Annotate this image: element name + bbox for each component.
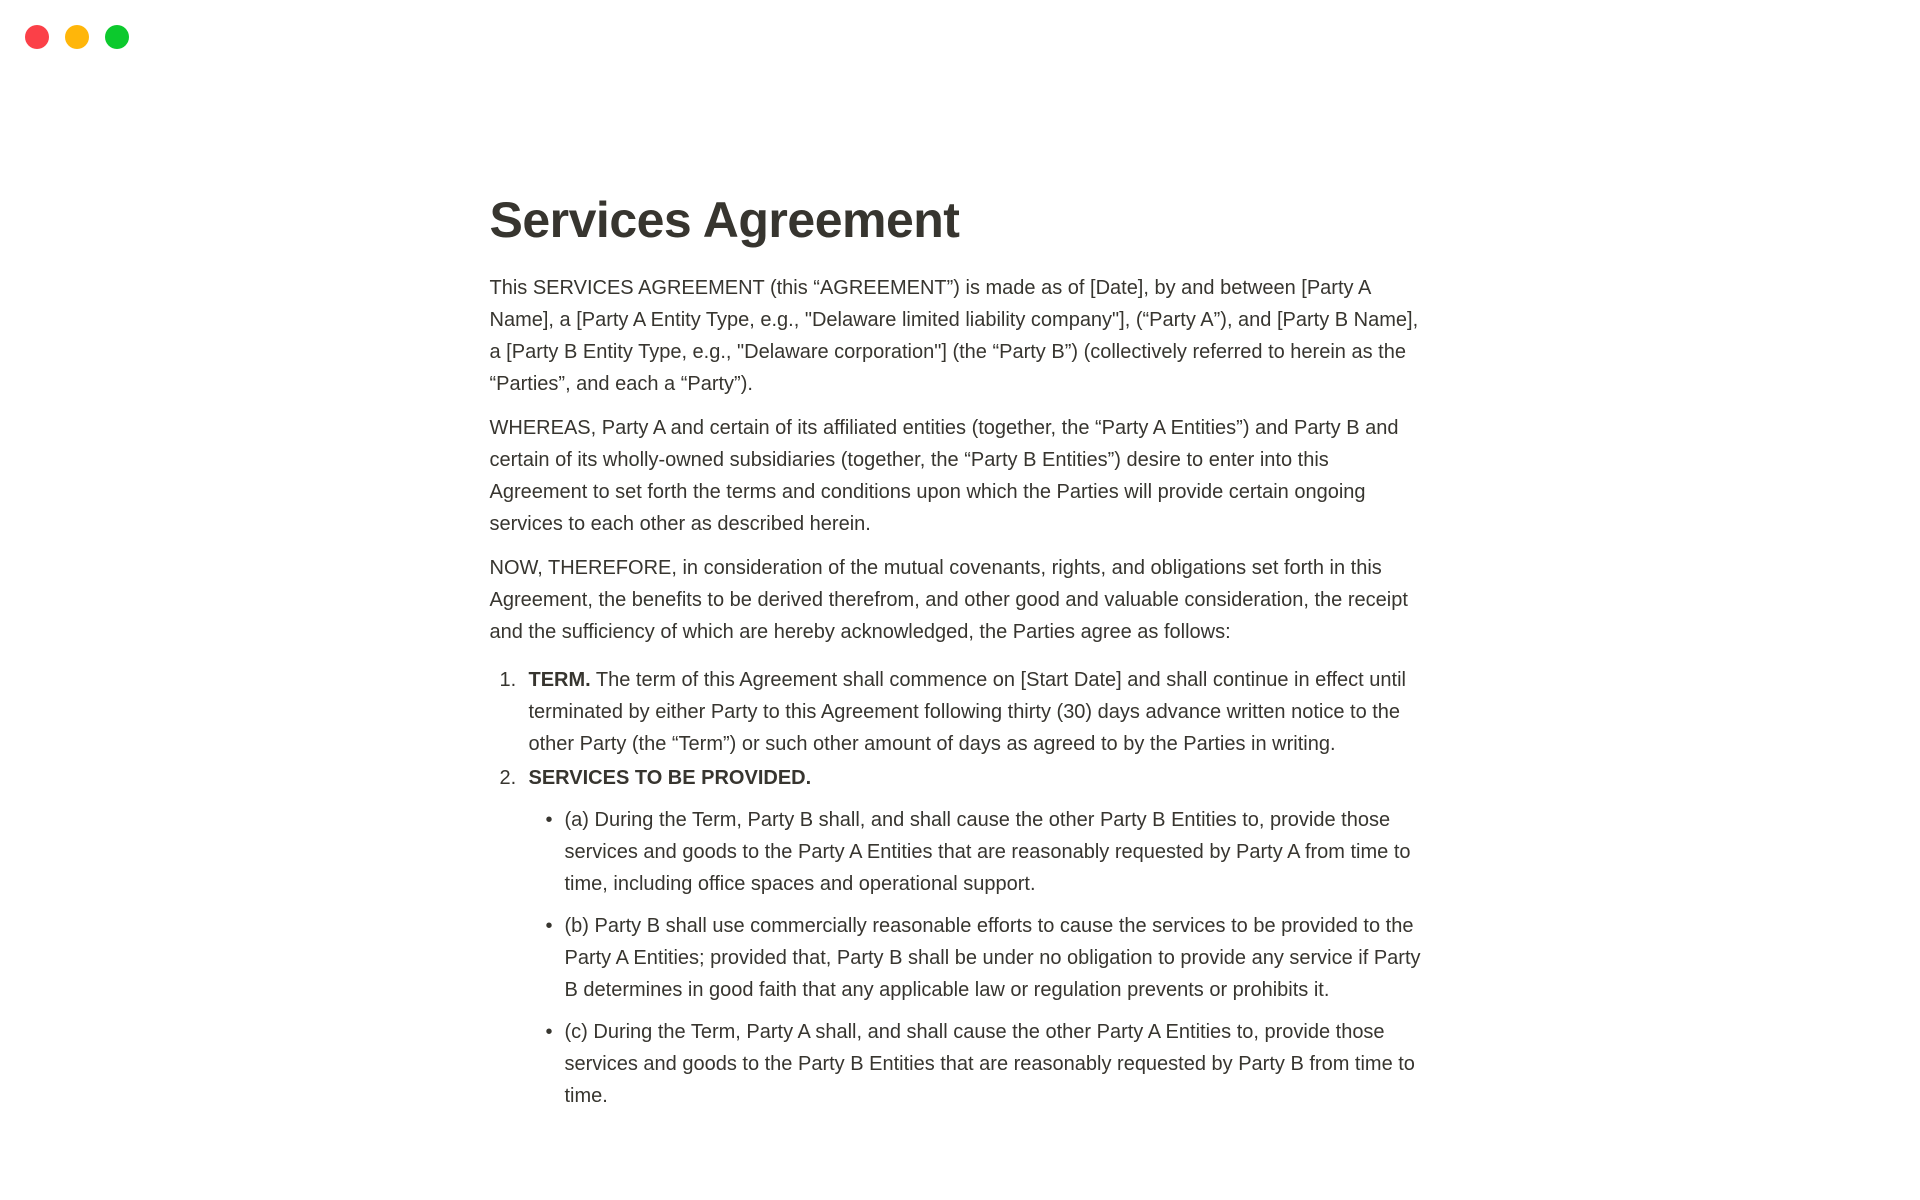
window-titlebar	[0, 0, 1920, 64]
list-number: 2.	[499, 767, 517, 789]
zoom-button[interactable]	[105, 25, 129, 49]
list-item-content	[529, 664, 1431, 760]
paragraph-whereas[interactable]: WHEREAS, Party A and certain of its affiliated entities (together, the “Party A Entities”) and Party B and certain of its wholly-owned subsidiaries (together, the “Party B Entities”) desire to enter into this Agreement to set forth the terms and conditions upon which the Parties will provide certain ongoing services to each other as described herein.	[489, 417, 1399, 535]
bullet-icon: •	[545, 1021, 553, 1043]
bullet-item-c[interactable]	[490, 1016, 1431, 1112]
list-item-term[interactable]	[490, 664, 1431, 760]
list-item-services[interactable]	[490, 762, 1431, 794]
document-page	[490, 0, 1431, 1112]
list-item-lead: TERM.	[528, 669, 591, 691]
bullet-list	[490, 804, 1431, 1112]
bullet-icon: •	[545, 809, 553, 831]
bullet-text: (c) During the Term, Party A shall, and shall cause the other Party A Entities to, provide those services and goods to the Party B Entities that are reasonably requested by Party B from time to time.	[564, 1021, 1415, 1107]
bullet-item-a[interactable]	[490, 804, 1431, 900]
page-title[interactable]: Services Agreement	[489, 192, 960, 248]
minimize-button[interactable]	[65, 25, 89, 49]
paragraph-now-therefore[interactable]: NOW, THEREFORE, in consideration of the mutual covenants, rights, and obligations set forth in this Agreement, the benefits to be derived therefrom, and other good and valuable consideration, the receipt and the sufficiency of which are hereby acknowledged, the Parties agree as follows:	[489, 557, 1408, 643]
bullet-item-b[interactable]	[490, 910, 1431, 1006]
bullet-text: (a) During the Term, Party B shall, and shall cause the other Party B Entities to, provide those services and goods to the Party A Entities that are reasonably requested by Party A from time to time, including office spaces and operational support.	[564, 809, 1411, 895]
list-item-text: The term of this Agreement shall commence on [Start Date] and shall continue in effect until terminated by either Party to this Agreement following thirty (30) days advance written notice to the other Party (the “Term”) or such other amount of days as agreed to by the Parties in writing.	[528, 669, 1406, 755]
list-item-lead: SERVICES TO BE PROVIDED.	[528, 767, 812, 789]
bullet-icon: •	[545, 915, 553, 937]
close-button[interactable]	[25, 25, 49, 49]
bullet-text: (b) Party B shall use commercially reasonable efforts to cause the services to be provided to the Party A Entities; provided that, Party B shall be under no obligation to provide any service if Party B determines in good faith that any applicable law or regulation prevents or prohibits it.	[564, 915, 1421, 1001]
traffic-lights	[25, 25, 129, 49]
list-number: 1.	[499, 669, 517, 691]
paragraph-preamble[interactable]: This SERVICES AGREEMENT (this “AGREEMENT”) is made as of [Date], by and between [Party A Name], a [Party A Entity Type, e.g., "Delaware limited liability company"], (“Party A”), and [Party B Name], a [Party B Entity Type, e.g., "Delaware corporation"] (the “Party B”) (collectively referred to herein as the “Parties”, and each a “Party”).	[489, 277, 1419, 395]
numbered-list	[490, 664, 1431, 794]
list-item-content	[529, 762, 1431, 794]
